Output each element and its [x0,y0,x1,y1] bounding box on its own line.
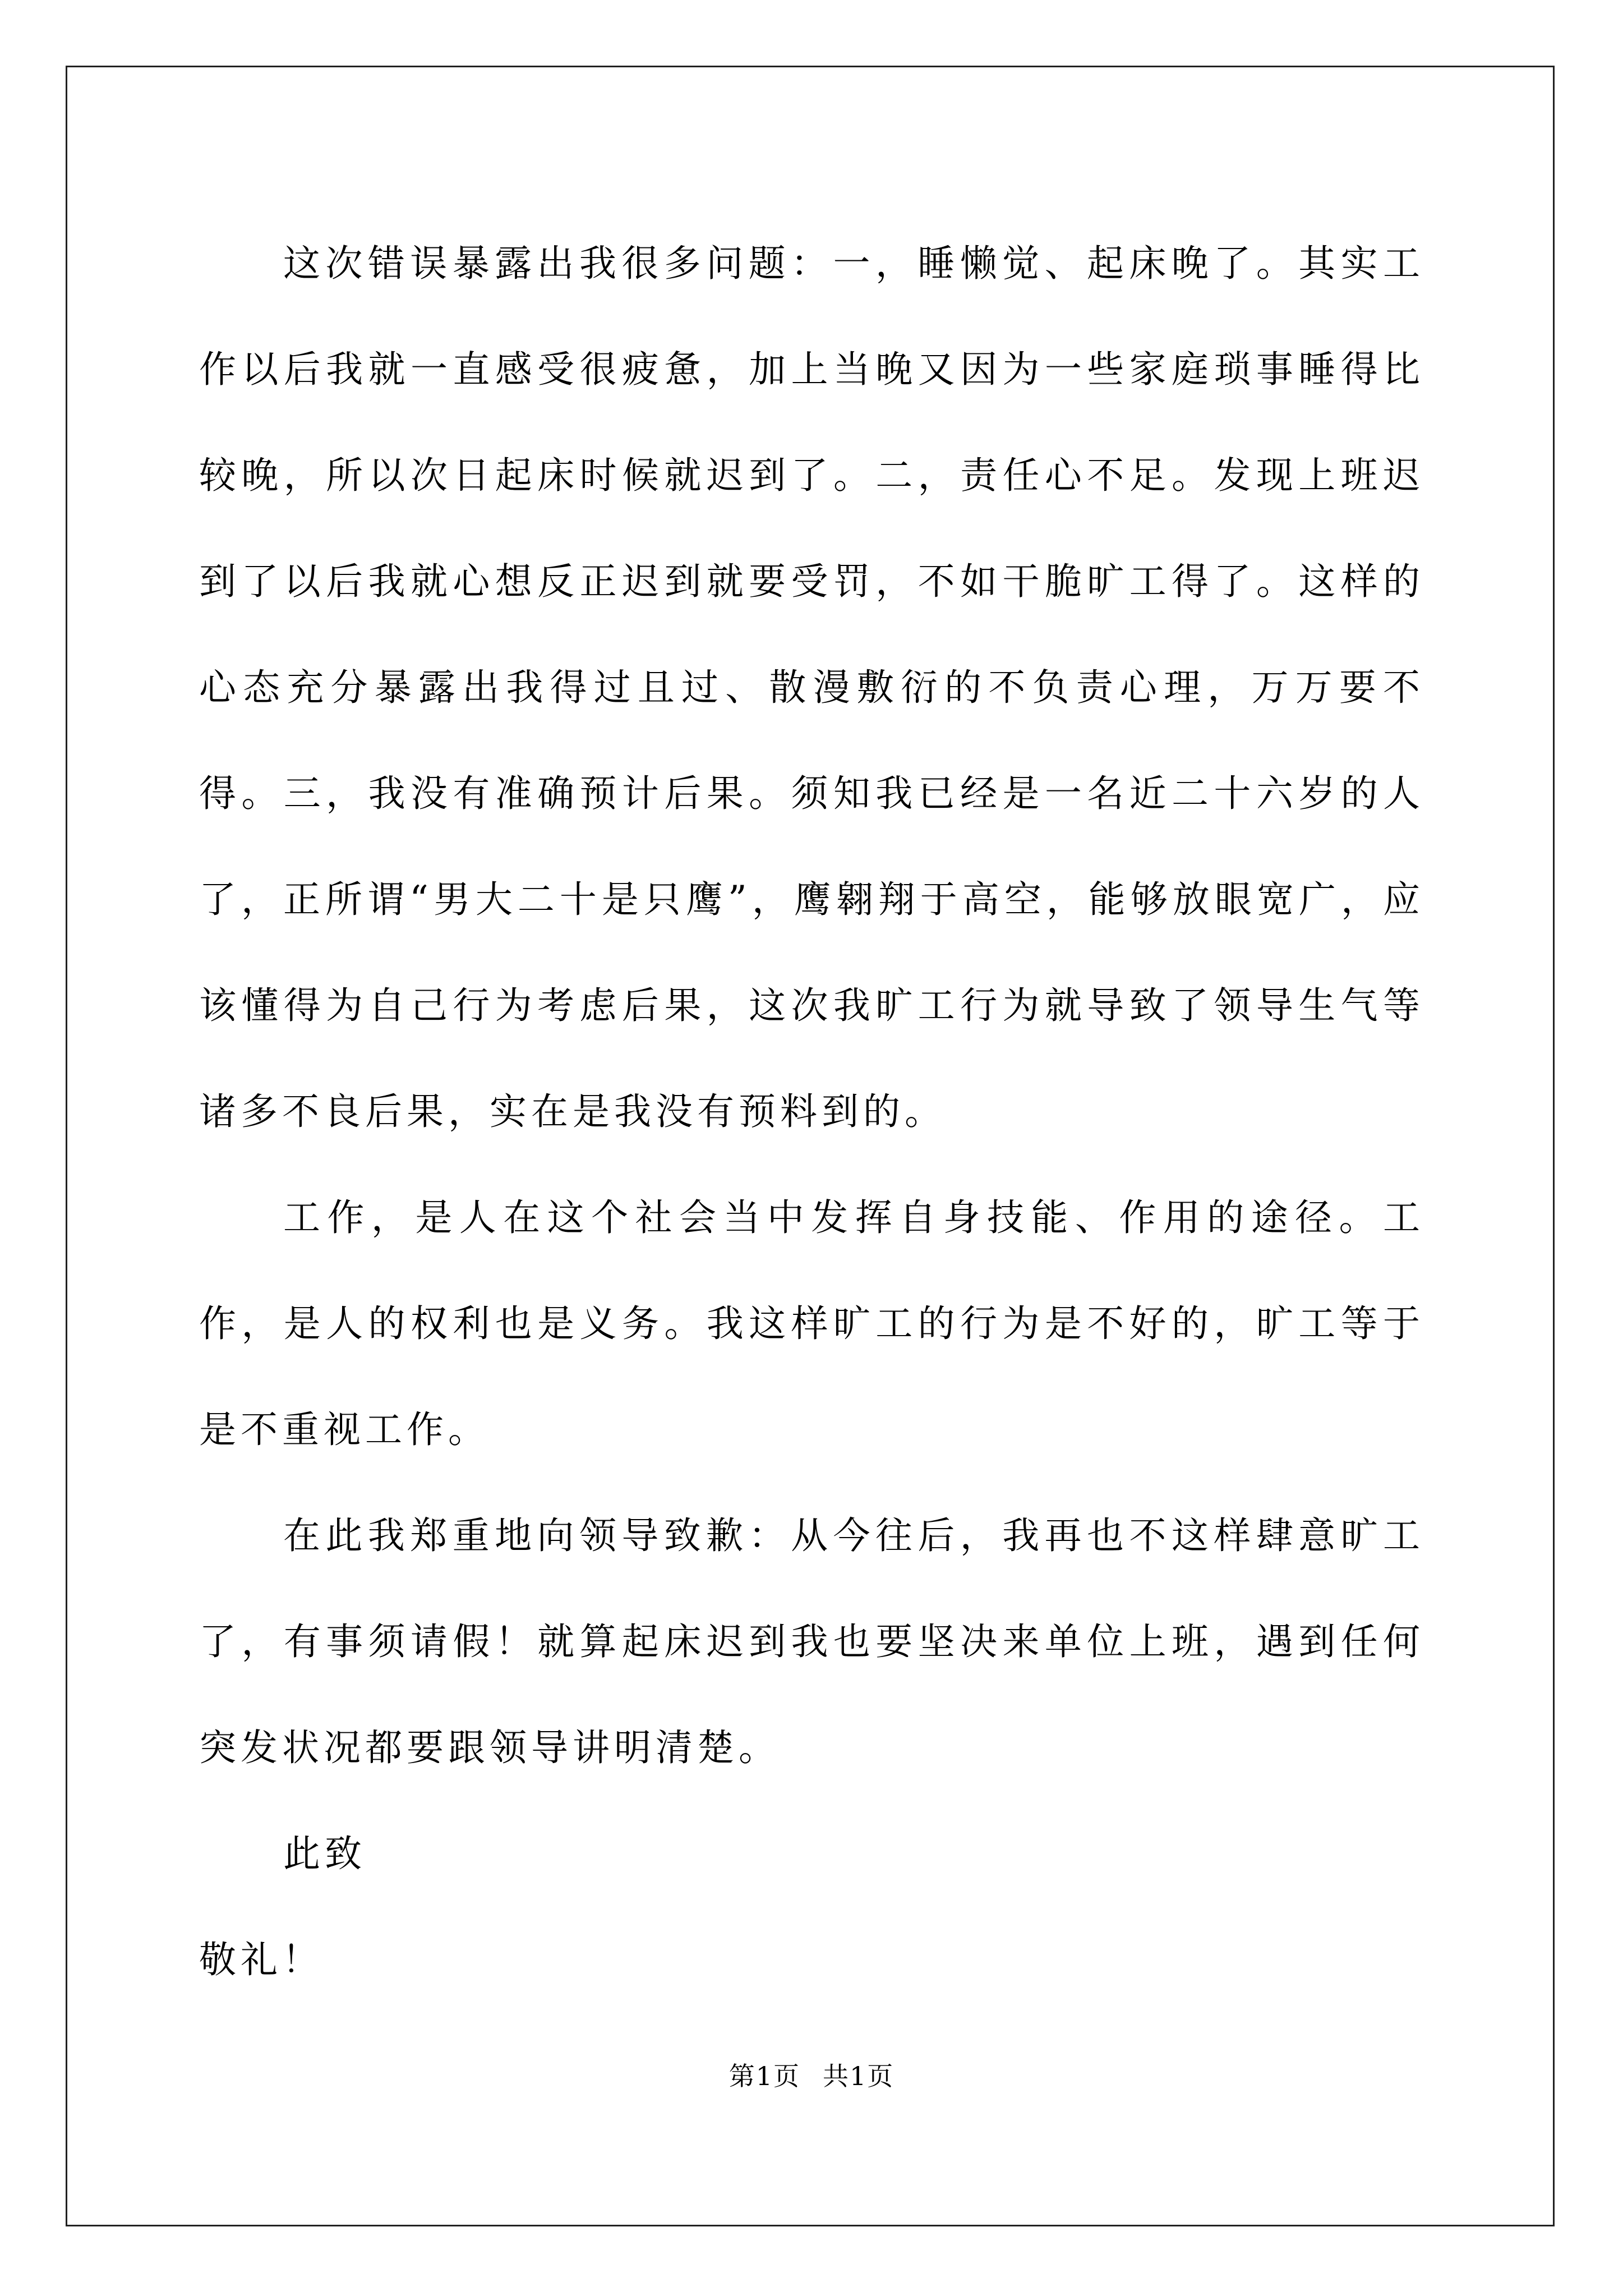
paragraph-3: 在此我郑重地向领导致歉：从今往后，我再也不这样肆意旷工了，有事须请假！就算起床迟到我也要坚决来单位上班，遇到任何突发状况都要跟领导讲明清楚。 [199,1514,1424,1769]
page-number: 第1页 [728,2061,800,2091]
page-total: 共1页 [823,2061,895,2091]
paragraph-2: 工作，是人在这个社会当中发挥自身技能、作用的途径。工作，是人的权利也是义务。我这样旷工的行为是不好的，旷工等于是不重视工作。 [199,1196,1424,1451]
salutation: 敬礼！ [199,1938,324,1981]
paragraph-1: 这次错误暴露出我很多问题：一，睡懒觉、起床晚了。其实工作以后我就一直感受很疲惫，加上当晚又因为一些家庭琐事睡得比较晚，所以次日起床时候就迟到了。二，责任心不足。发现上班迟到了以后我就心想反正迟到就要受罚，不如干脆旷工得了。这样的心态充分暴露出我得过且过、散漫敷衍的不负责心理，万万要不得。三，我没有准确预计后果。须知我已经是一名近二十六岁的人了，正所谓“男大二十是只鹰”，鹰翱翔于高空，能够放眼宽广，应该懂得为自己行为考虑后果，这次我旷工行为就导致了领导生气等诸多不良后果，实在是我没有预料到的。 [199,242,1424,1133]
closing: 此致 [283,1832,366,1875]
letter-body [199,210,1424,2013]
page-footer [0,2056,1623,2093]
